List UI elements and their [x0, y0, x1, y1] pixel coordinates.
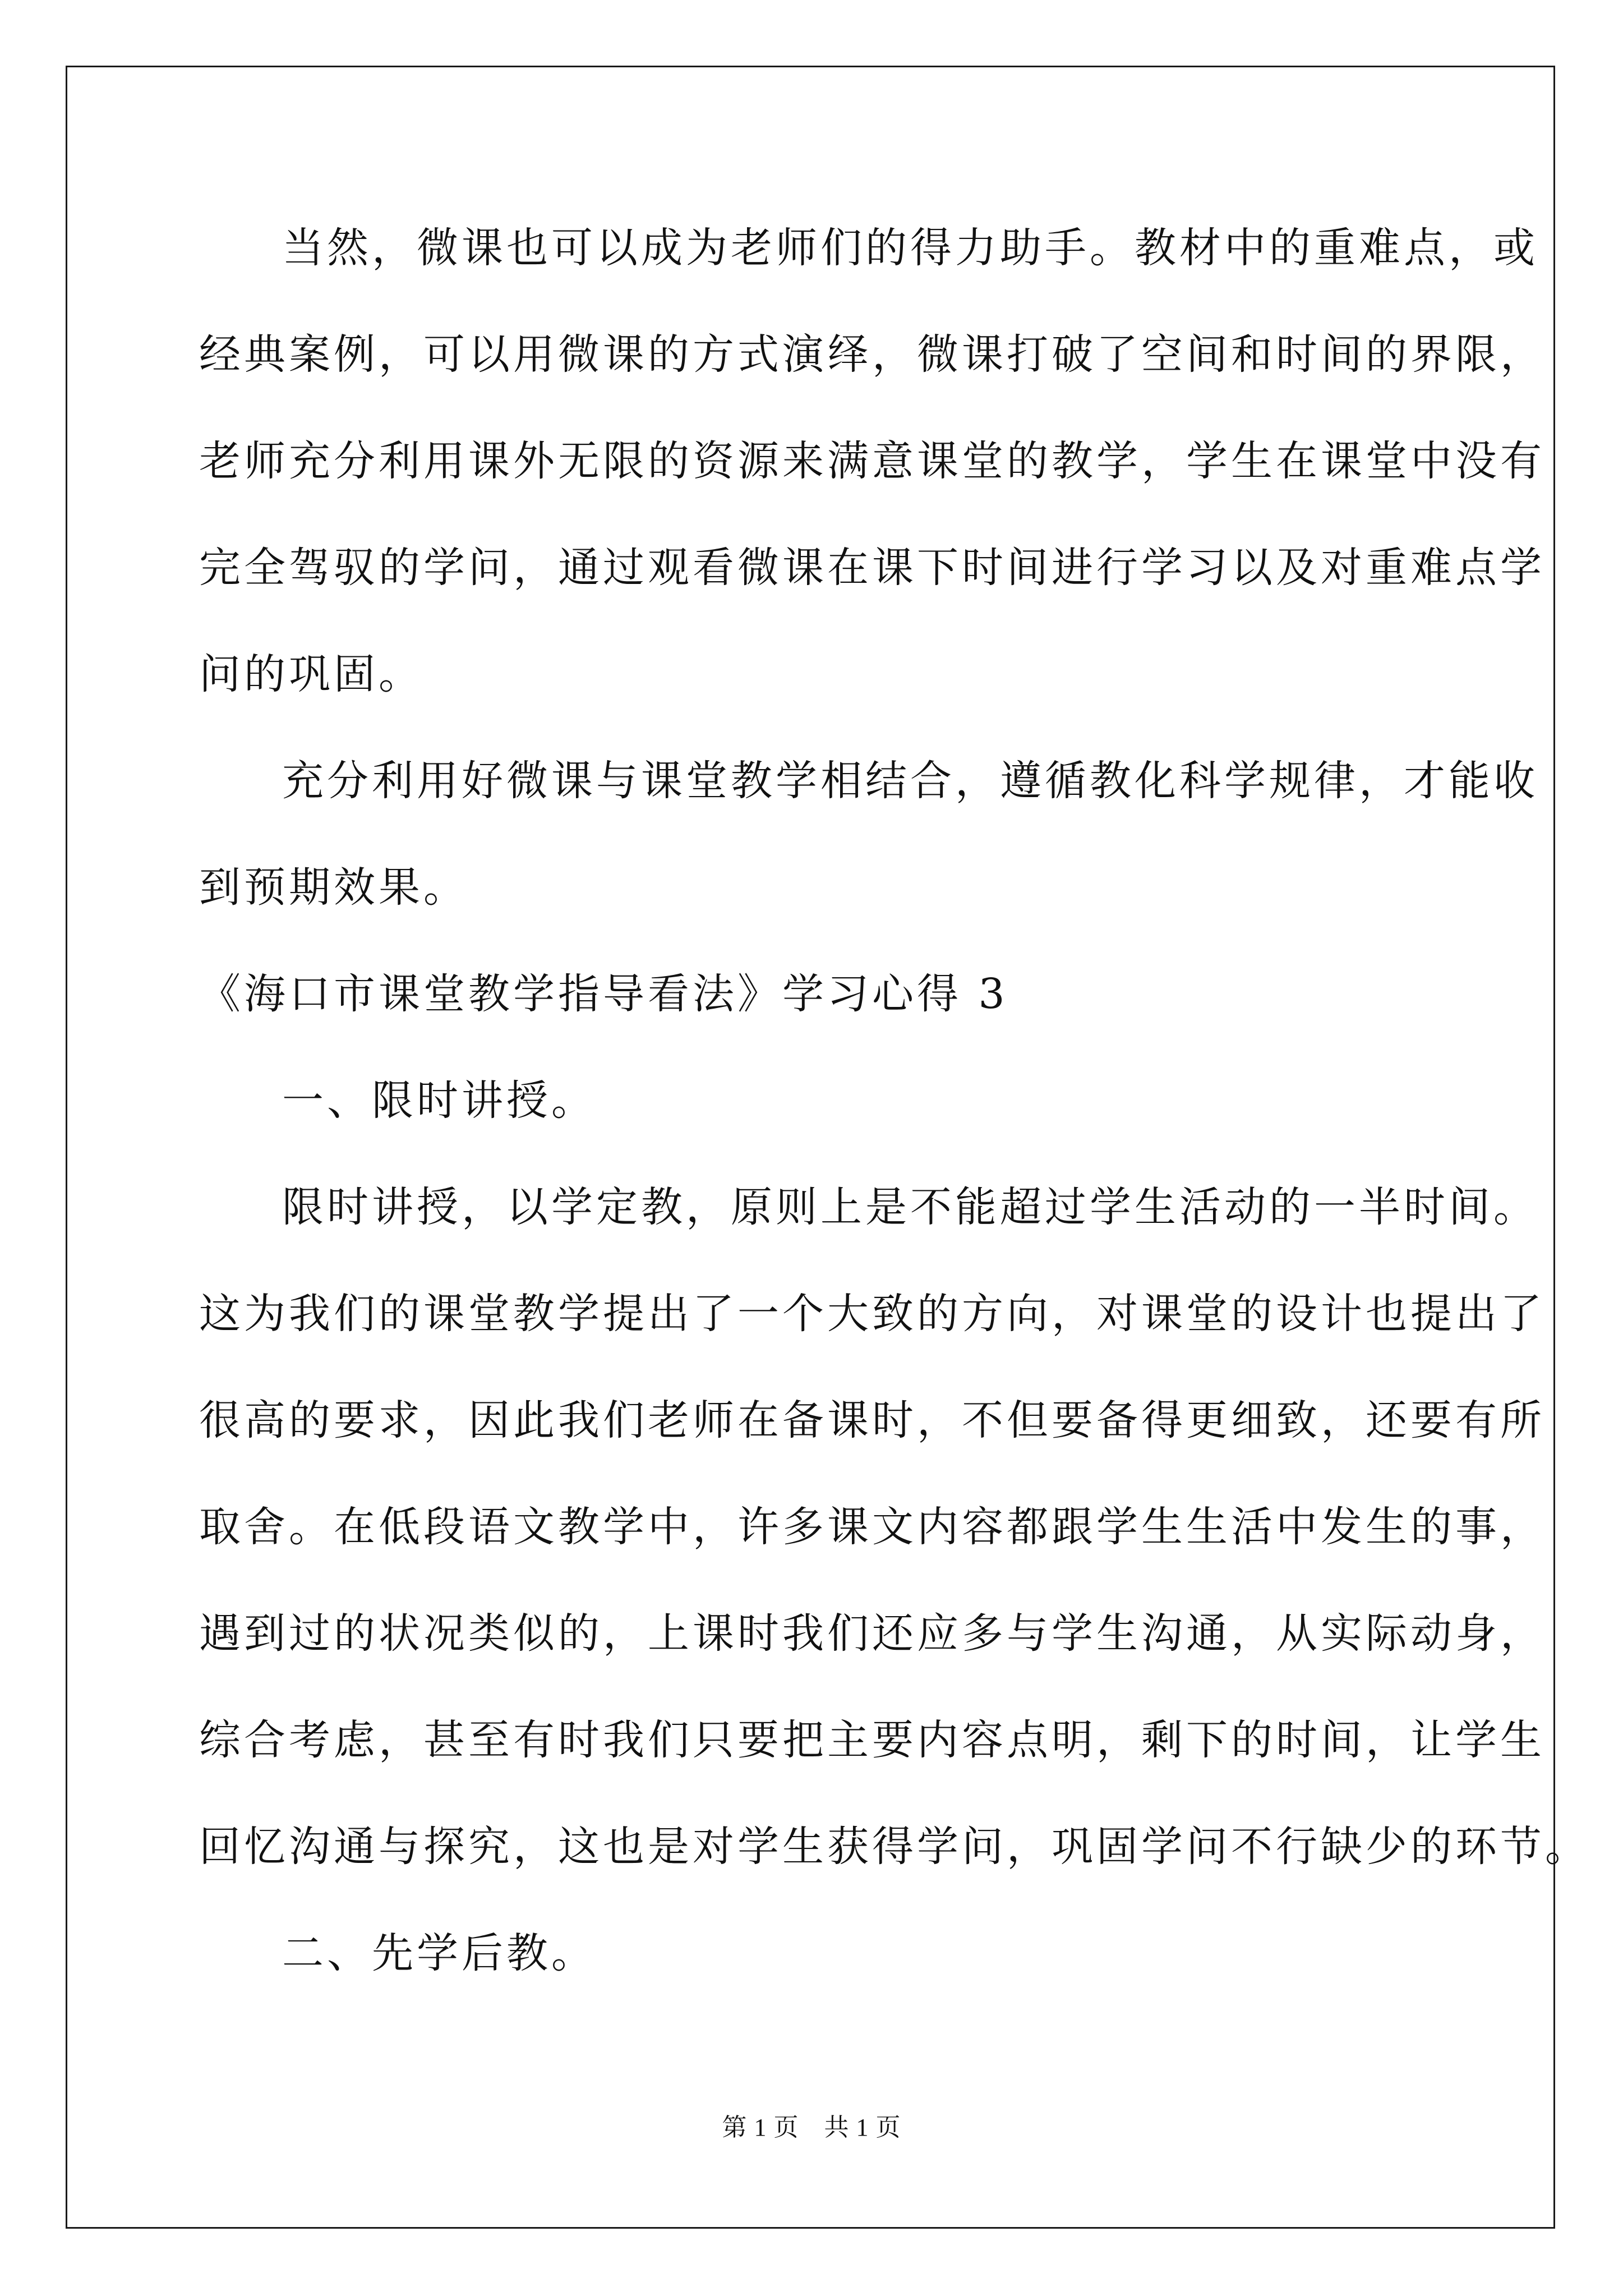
- page-footer: 第 1 页 共 1 页: [722, 2114, 901, 2141]
- section-heading: 《海口市课堂教学指导看法》学习心得 3: [199, 970, 1008, 1018]
- subsection-title: 二、先学后教。: [282, 1929, 596, 1977]
- page-border: [66, 66, 1555, 2229]
- subsection-title: 一、限时讲授。: [282, 1076, 596, 1125]
- paragraph-line: 遇到过的状况类似的，上课时我们还应多与学生沟通，从实际动身，: [199, 1609, 1545, 1658]
- paragraph-line: 到预期效果。: [199, 863, 468, 912]
- paragraph-line: 很高的要求，因此我们老师在备课时，不但要备得更细致，还要有所: [199, 1396, 1545, 1444]
- paragraph-line: 取舍。在低段语文教学中，许多课文内容都跟学生生活中发生的事，: [199, 1503, 1545, 1551]
- paragraph-line: 老师充分利用课外无限的资源来满意课堂的教学，学生在课堂中没有: [199, 437, 1545, 485]
- paragraph-line: 充分利用好微课与课堂教学相结合，遵循教化科学规律，才能收: [282, 757, 1538, 805]
- paragraph-line: 这为我们的课堂教学提出了一个大致的方向，对课堂的设计也提出了: [199, 1290, 1545, 1338]
- paragraph-line: 当然，微课也可以成为老师们的得力助手。教材中的重难点，或: [282, 224, 1538, 272]
- paragraph-line: 限时讲授，以学定教，原则上是不能超过学生活动的一半时间。: [282, 1183, 1538, 1231]
- paragraph-line: 问的巩固。: [199, 650, 423, 698]
- paragraph-line: 完全驾驭的学问，通过观看微课在课下时间进行学习以及对重难点学: [199, 544, 1545, 592]
- paragraph-line: 回忆沟通与探究，这也是对学生获得学问，巩固学问不行缺少的环节。: [199, 1823, 1590, 1871]
- paragraph-line: 综合考虑，甚至有时我们只要把主要内容点明，剩下的时间，让学生: [199, 1716, 1545, 1764]
- paragraph-line: 经典案例，可以用微课的方式演绎，微课打破了空间和时间的界限，: [199, 330, 1545, 379]
